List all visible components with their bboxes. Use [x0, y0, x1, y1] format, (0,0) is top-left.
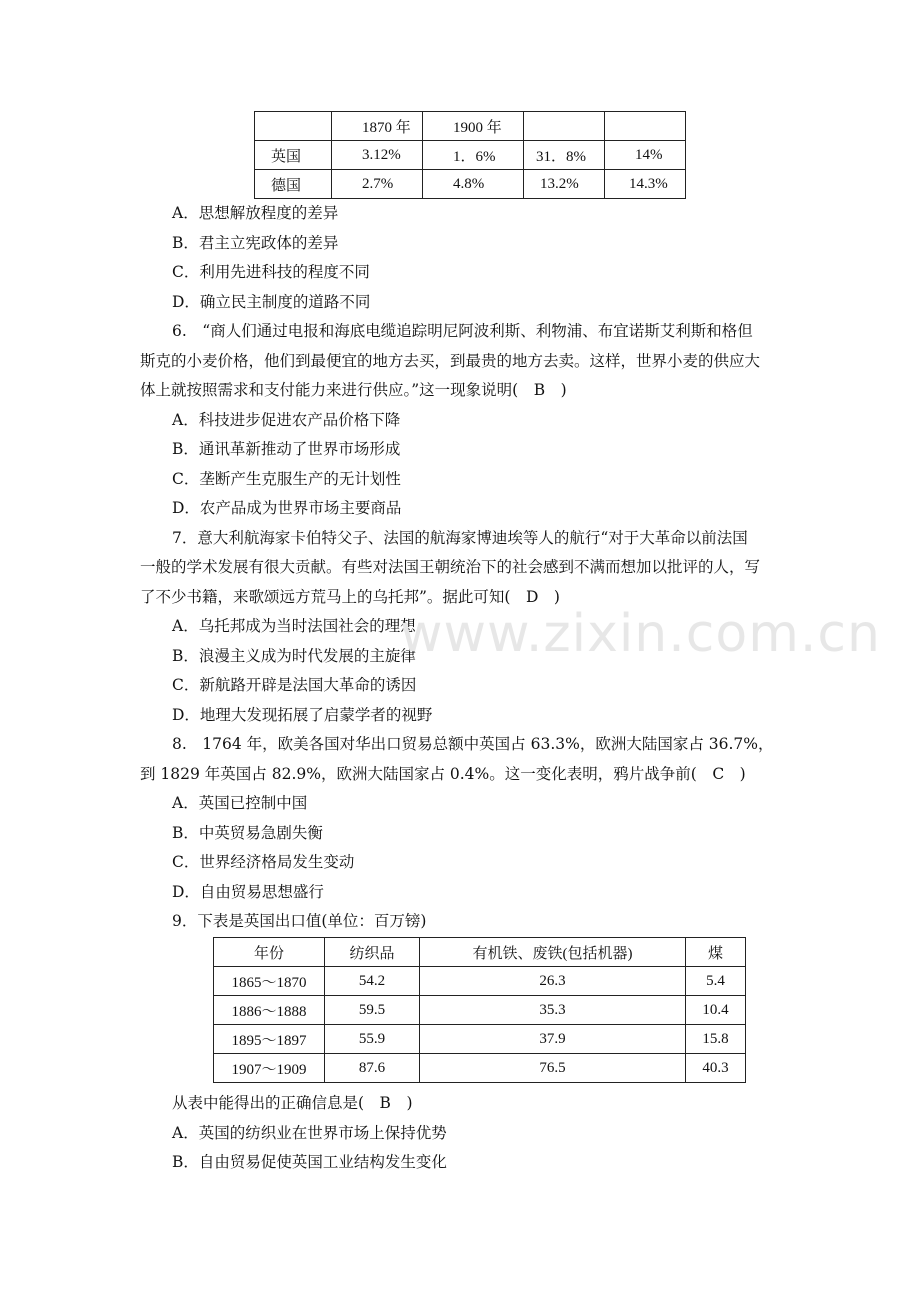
q6-option-a: A．科技进步促进农产品价格下降	[172, 411, 401, 429]
q6-option-c: C．垄断产生克服生产的无计划性	[172, 470, 401, 488]
q8-stem-line-2: 到 1829 年英国占 82.9%，欧洲大陆国家占 0.4%。这一变化表明，鸦片战争前( C )	[140, 765, 746, 783]
q9-option-b: B．自由贸易促使英国工业结构发生变化	[172, 1153, 447, 1171]
table-cell	[605, 112, 686, 141]
table-cell: 年份	[214, 938, 325, 967]
data-table-2	[213, 937, 746, 1083]
table-cell: 德国	[255, 170, 332, 199]
table-cell: 87.6	[325, 1054, 420, 1083]
q5-option-b: B．君主立宪政体的差异	[172, 234, 339, 252]
table-cell: 纺织品	[325, 938, 420, 967]
q6-stem-line-2: 斯克的小麦价格，他们到最便宜的地方去买，到最贵的地方去卖。这样，世界小麦的供应大	[140, 352, 761, 370]
watermark: www.zixin.com.cn	[400, 604, 881, 664]
table-cell: 76.5	[420, 1054, 686, 1083]
table-cell: 1886～1888	[214, 996, 325, 1025]
table-row	[214, 1025, 746, 1054]
q5-option-a: A．思想解放程度的差异	[172, 204, 339, 222]
table-cell: 40.3	[686, 1054, 746, 1083]
table-row	[214, 967, 746, 996]
table-cell: 14.3%	[605, 170, 686, 199]
table-cell: 13.2%	[524, 170, 605, 199]
q9-stem: 9．下表是英国出口值(单位：百万镑)	[172, 912, 427, 930]
table-row	[255, 141, 686, 170]
table-cell: 54.2	[325, 967, 420, 996]
table-cell: 1907～1909	[214, 1054, 325, 1083]
q5-option-c: C．利用先进科技的程度不同	[172, 263, 370, 281]
q7-stem-line-1: 7．意大利航海家卡伯特父子、法国的航海家博迪埃等人的航行“对于大革命以前法国	[172, 529, 748, 547]
table-row	[214, 1054, 746, 1083]
table-cell: 3.12%	[332, 141, 423, 170]
q7-option-b: B．浪漫主义成为时代发展的主旋律	[172, 647, 416, 665]
data-table-1	[254, 111, 686, 199]
table-cell	[255, 112, 332, 141]
table-cell: 1．6%	[423, 141, 524, 170]
table-cell: 10.4	[686, 996, 746, 1025]
table-row	[214, 996, 746, 1025]
table-cell: 37.9	[420, 1025, 686, 1054]
q6-option-b: B．通讯革新推动了世界市场形成	[172, 440, 401, 458]
table-cell: 2.7%	[332, 170, 423, 199]
q6-stem-line-3: 体上就按照需求和支付能力来进行供应。”这一现象说明( B )	[140, 381, 567, 399]
q7-option-d: D．地理大发现拓展了启蒙学者的视野	[172, 706, 433, 724]
q8-option-b: B．中英贸易急剧失衡	[172, 824, 323, 842]
q7-option-a: A．乌托邦成为当时法国社会的理想	[172, 617, 416, 635]
table-cell: 15.8	[686, 1025, 746, 1054]
q8-option-c: C．世界经济格局发生变动	[172, 853, 355, 871]
table-cell: 1895～1897	[214, 1025, 325, 1054]
q7-stem-line-3: 了不少书籍，来歌颂远方荒马上的乌托邦”。据此可知( D )	[140, 588, 560, 606]
table-cell: 1865～1870	[214, 967, 325, 996]
table-cell: 煤	[686, 938, 746, 967]
table-header-row	[214, 938, 746, 967]
table-header-row	[255, 112, 686, 141]
table-cell: 1900 年	[423, 112, 524, 141]
table-cell: 4.8%	[423, 170, 524, 199]
table-cell: 5.4	[686, 967, 746, 996]
q8-option-a: A．英国已控制中国	[172, 794, 308, 812]
table-cell: 55.9	[325, 1025, 420, 1054]
q6-stem-line-1: 6. “商人们通过电报和海底电缆追踪明尼阿波利斯、利物浦、布宜诺斯艾利斯和格但	[172, 322, 753, 340]
table-cell: 26.3	[420, 967, 686, 996]
q8-stem-line-1: 8. 1764 年，欧美各国对华出口贸易总额中英国占 63.3%，欧洲大陆国家占 36.7%，	[172, 735, 774, 753]
table-cell: 有机铁、废铁(包括机器)	[420, 938, 686, 967]
q6-option-d: D．农产品成为世界市场主要商品	[172, 499, 402, 517]
q8-option-d: D．自由贸易思想盛行	[172, 883, 324, 901]
table-cell: 14%	[605, 141, 686, 170]
q7-stem-line-2: 一般的学术发展有很大贡献。有些对法国王朝统治下的社会感到不满而想加以批评的人，写	[140, 558, 761, 576]
table-cell: 59.5	[325, 996, 420, 1025]
table-cell: 31．8%	[524, 141, 605, 170]
table-cell: 35.3	[420, 996, 686, 1025]
table-row	[255, 170, 686, 199]
table-cell	[524, 112, 605, 141]
q7-option-c: C．新航路开辟是法国大革命的诱因	[172, 676, 417, 694]
table-cell: 1870 年	[332, 112, 423, 141]
q5-option-d: D．确立民主制度的道路不同	[172, 293, 371, 311]
q9-question: 从表中能得出的正确信息是( B )	[172, 1094, 413, 1112]
q9-option-a: A．英国的纺织业在世界市场上保持优势	[172, 1124, 447, 1142]
table-cell: 英国	[255, 141, 332, 170]
